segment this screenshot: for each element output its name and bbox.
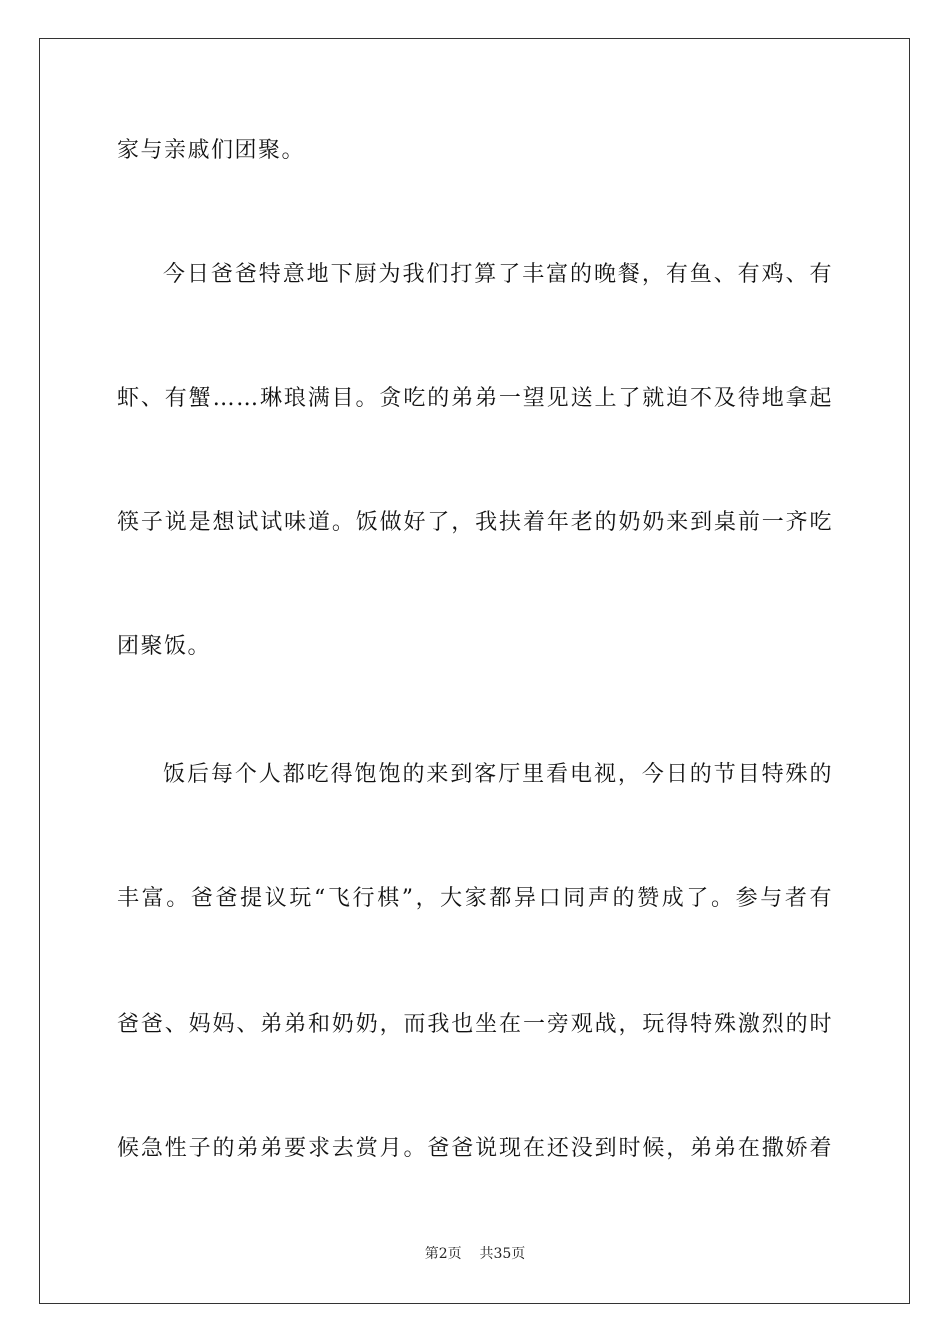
paragraph-line-5: 团聚饭。: [117, 634, 212, 659]
paragraph-line-4: 筷子说是想试试味道。饭做好了，我扶着年老的奶奶来到桌前一齐吃: [117, 510, 833, 535]
paragraph-line-3: 虾、有蟹……琳琅满目。贪吃的弟弟一望见送上了就迫不及待地拿起: [117, 386, 833, 411]
paragraph-line-8: 爸爸、妈妈、弟弟和奶奶，而我也坐在一旁观战，玩得特殊激烈的时: [117, 1012, 833, 1037]
paragraph-line-9: 候急性子的弟弟要求去赏月。爸爸说现在还没到时候，弟弟在撒娇着: [117, 1136, 833, 1161]
paragraph-line-2: 今日爸爸特意地下厨为我们打算了丰富的晚餐，有鱼、有鸡、有: [163, 262, 833, 287]
page-total: 共35页: [479, 1246, 526, 1262]
paragraph-line-6: 饭后每个人都吃得饱饱的来到客厅里看电视，今日的节目特殊的: [163, 762, 833, 787]
paragraph-line-1: 家与亲戚们团聚。: [117, 138, 306, 163]
page-border: [39, 38, 910, 1304]
paragraph-line-7: 丰富。爸爸提议玩“飞行棋”，大家都异口同声的赞成了。参与者有: [117, 886, 833, 911]
page-number: 第2页: [424, 1246, 462, 1262]
page-footer: [0, 1245, 950, 1263]
